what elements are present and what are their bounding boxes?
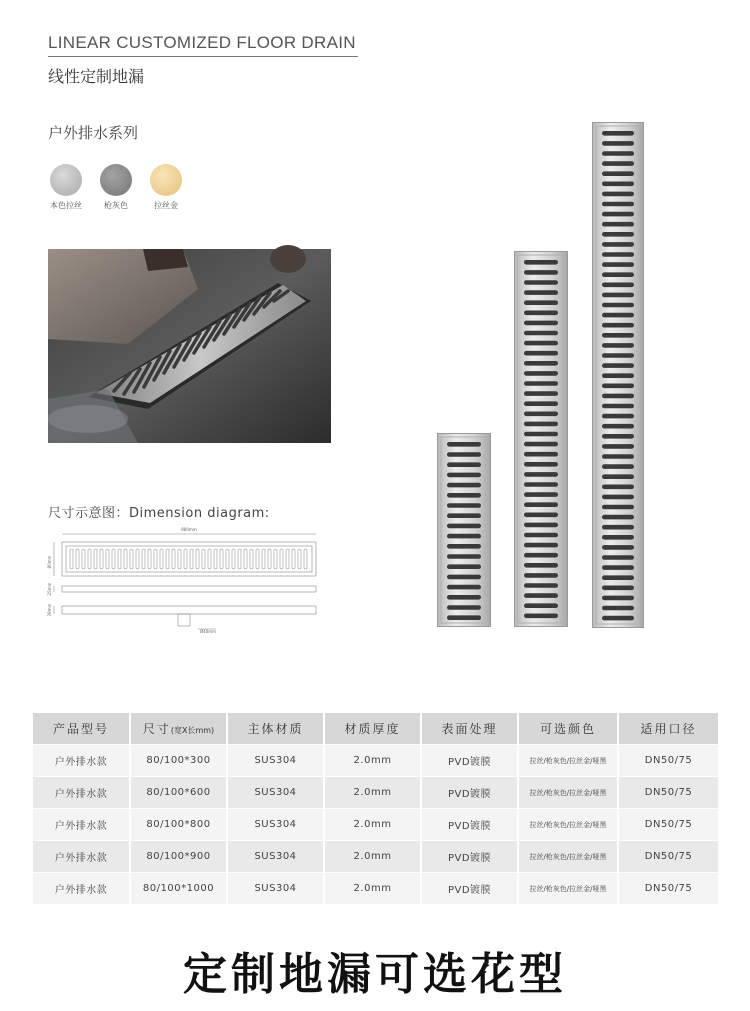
drain-slot: [524, 412, 558, 417]
diagram-slot: [226, 549, 229, 569]
drain-slot: [602, 141, 634, 146]
title-underline: [48, 56, 358, 57]
drain-slot: [602, 535, 634, 540]
drain-slot: [602, 161, 634, 166]
drain-slot: [524, 513, 558, 518]
drain-slot: [602, 485, 634, 490]
diagram-slot: [178, 549, 181, 569]
diagram-slot: [262, 549, 265, 569]
swatch-gunmetal: [100, 164, 132, 196]
cell-finish: PVD镀膜: [421, 841, 518, 873]
drain-slot: [524, 381, 558, 386]
table-row: [33, 841, 719, 873]
diagram-slot: [220, 549, 223, 569]
diagram-slot: [106, 549, 109, 569]
drain-slot: [602, 444, 634, 449]
drain-slot: [602, 283, 634, 288]
drain-medium: [514, 251, 568, 627]
diagram-slot: [208, 549, 211, 569]
dimension-diagram: [48, 522, 328, 637]
col-header-diameter: 适用口径: [618, 713, 719, 745]
cell-size: 80/100*900: [130, 841, 227, 873]
drain-slot: [602, 454, 634, 459]
table-row: [33, 873, 719, 905]
col-header-colors: 可选颜色: [518, 713, 618, 745]
drain-slot: [602, 434, 634, 439]
cell-size: 80/100*1000: [130, 873, 227, 905]
drain-slot: [602, 353, 634, 358]
diagram-slot: [184, 549, 187, 569]
diagram-slot: [274, 549, 277, 569]
drain-slot: [602, 404, 634, 409]
cell-material: SUS304: [227, 809, 324, 841]
table-row: [33, 809, 719, 841]
series-title: 户外排水系列: [48, 124, 139, 142]
drain-slot: [524, 563, 558, 568]
drain-slot: [524, 331, 558, 336]
cell-thickness: 2.0mm: [324, 873, 421, 905]
cell-diameter: DN50/75: [618, 841, 719, 873]
drain-slot: [524, 351, 558, 356]
drain-slot: [524, 442, 558, 447]
cell-model: 户外排水款: [33, 745, 130, 777]
diagram-slot: [70, 549, 73, 569]
drain-slot: [447, 585, 481, 590]
diagram-slot: [232, 549, 235, 569]
diagram-slot: [214, 549, 217, 569]
drain-slot: [602, 474, 634, 479]
drain-slot: [447, 615, 481, 620]
cell-material: SUS304: [227, 777, 324, 809]
cell-colors: 拉丝/枪灰色/拉丝金/哑黑: [518, 873, 618, 905]
drain-slot: [524, 593, 558, 598]
finish-natural[interactable]: [44, 164, 88, 211]
drain-slot: [524, 543, 558, 548]
cell-diameter: DN50/75: [618, 777, 719, 809]
diagram-slot: [142, 549, 145, 569]
drain-slot: [602, 222, 634, 227]
title-english: LINEAR CUSTOMIZED FLOOR DRAIN: [48, 33, 356, 52]
diagram-slot: [304, 549, 307, 569]
drain-slot: [524, 583, 558, 588]
swatch-brushed-gold: [150, 164, 182, 196]
drain-slot: [602, 182, 634, 187]
drain-slot: [602, 424, 634, 429]
drain-slot: [602, 505, 634, 510]
cell-colors: 拉丝/枪灰色/拉丝金/哑黑: [518, 809, 618, 841]
drain-slot: [524, 260, 558, 265]
diagram-slot: [292, 549, 295, 569]
diagram-slot: [76, 549, 79, 569]
drain-slot: [524, 341, 558, 346]
diagram-slot: [250, 549, 253, 569]
drain-slot: [602, 252, 634, 257]
table-row: [33, 777, 719, 809]
dim-depth-label: 39mm: [47, 603, 52, 617]
drain-slot: [524, 573, 558, 578]
diagram-slot: [82, 549, 85, 569]
diagram-slot: [100, 549, 103, 569]
diagram-slot: [256, 549, 259, 569]
drain-slot: [602, 272, 634, 277]
diagram-slot: [280, 549, 283, 569]
drain-slot: [447, 452, 481, 457]
drain-slot: [602, 171, 634, 176]
drain-slot: [602, 151, 634, 156]
cell-colors: 拉丝/枪灰色/拉丝金/哑黑: [518, 841, 618, 873]
drain-slot: [602, 525, 634, 530]
drain-slot: [524, 361, 558, 366]
drain-slot: [524, 432, 558, 437]
drain-slot: [602, 596, 634, 601]
cell-model: 户外排水款: [33, 873, 130, 905]
diagram-slot: [166, 549, 169, 569]
drain-slot: [602, 232, 634, 237]
drain-slot: [602, 262, 634, 267]
drain-slot: [524, 290, 558, 295]
drain-slot: [447, 493, 481, 498]
cell-diameter: DN50/75: [618, 809, 719, 841]
drain-slot: [602, 333, 634, 338]
table-row: [33, 745, 719, 777]
col-header-size: 尺寸(宽X长mm): [130, 713, 227, 745]
cell-model: 户外排水款: [33, 841, 130, 873]
drain-slot: [524, 523, 558, 528]
cell-diameter: DN50/75: [618, 873, 719, 905]
diagram-slot: [94, 549, 97, 569]
drain-slot: [602, 394, 634, 399]
drain-slot: [447, 513, 481, 518]
cell-material: SUS304: [227, 841, 324, 873]
drain-slot: [524, 371, 558, 376]
drain-slot: [447, 534, 481, 539]
drain-slot: [602, 515, 634, 520]
dimension-title: 尺寸示意图：Dimension diagram:: [48, 506, 270, 521]
drain-slot: [524, 391, 558, 396]
drain-slot: [602, 192, 634, 197]
drain-slot: [524, 482, 558, 487]
drain-slot: [524, 533, 558, 538]
cell-thickness: 2.0mm: [324, 841, 421, 873]
product-photo: [48, 249, 331, 443]
cell-diameter: DN50/75: [618, 745, 719, 777]
drain-slot: [524, 401, 558, 406]
drain-slot: [602, 131, 634, 136]
drain-slot: [602, 555, 634, 560]
drain-slot: [602, 293, 634, 298]
cell-finish: PVD镀膜: [421, 809, 518, 841]
footer-tagline: 定制地漏可选花型: [183, 949, 567, 1000]
drain-slot: [447, 473, 481, 478]
cell-material: SUS304: [227, 745, 324, 777]
drain-slot: [447, 483, 481, 488]
drain-slot: [602, 363, 634, 368]
drain-slot: [447, 544, 481, 549]
drain-slot: [602, 212, 634, 217]
diagram-slot: [238, 549, 241, 569]
spec-table: [33, 713, 720, 904]
drain-slot: [524, 502, 558, 507]
drain-slot: [602, 575, 634, 580]
drain-slot: [447, 503, 481, 508]
diagram-slot: [160, 549, 163, 569]
drain-slot: [447, 524, 481, 529]
diagram-slot: [130, 549, 133, 569]
drain-slot: [602, 606, 634, 611]
cell-model: 户外排水款: [33, 777, 130, 809]
drain-slot: [524, 321, 558, 326]
diagram-slot: [112, 549, 115, 569]
diagram-slot: [118, 549, 121, 569]
drain-slot: [524, 553, 558, 558]
dim-width-label: 80mm: [47, 555, 52, 569]
size-unit: (宽X长mm): [170, 726, 215, 735]
finish-gunmetal[interactable]: [94, 164, 138, 211]
col-header-material: 主体材质: [227, 713, 324, 745]
cell-model: 户外排水款: [33, 809, 130, 841]
cell-size: 80/100*800: [130, 809, 227, 841]
drain-slot: [524, 614, 558, 619]
title-chinese: 线性定制地漏: [48, 67, 145, 86]
drain-slot: [524, 300, 558, 305]
drain-slot: [524, 422, 558, 427]
drain-slot: [602, 586, 634, 591]
drain-slot: [447, 462, 481, 467]
col-header-model: 产品型号: [33, 713, 130, 745]
cell-finish: PVD镀膜: [421, 745, 518, 777]
drain-slot: [602, 495, 634, 500]
diagram-slot: [124, 549, 127, 569]
dim-height-label: 25mm: [47, 582, 52, 596]
cell-thickness: 2.0mm: [324, 777, 421, 809]
drain-slot: [447, 442, 481, 447]
drain-slot: [602, 414, 634, 419]
drain-slot: [447, 605, 481, 610]
diagram-slot: [196, 549, 199, 569]
drain-slot: [602, 343, 634, 348]
drain-slot: [602, 565, 634, 570]
col-header-finish: 表面处理: [421, 713, 518, 745]
drain-slot: [602, 303, 634, 308]
drain-slot: [524, 472, 558, 477]
dim-outlet-label: Ø40mm: [200, 629, 217, 634]
drain-slot: [524, 603, 558, 608]
drain-short: [437, 433, 491, 627]
drain-slot: [602, 464, 634, 469]
drain-slot: [524, 452, 558, 457]
diagram-slot: [244, 549, 247, 569]
drain-slot: [602, 242, 634, 247]
diagram-slot: [154, 549, 157, 569]
cell-thickness: 2.0mm: [324, 809, 421, 841]
drain-slot: [602, 545, 634, 550]
drain-slot: [447, 595, 481, 600]
drain-slot: [602, 323, 634, 328]
drain-long: [592, 122, 644, 628]
drain-slot: [602, 202, 634, 207]
drain-slot: [524, 311, 558, 316]
drain-slot: [524, 492, 558, 497]
cell-thickness: 2.0mm: [324, 745, 421, 777]
cell-finish: PVD镀膜: [421, 873, 518, 905]
drain-slot: [447, 554, 481, 559]
diagram-slot: [172, 549, 175, 569]
cell-colors: 拉丝/枪灰色/拉丝金/哑黑: [518, 745, 618, 777]
swatch-label: 枪灰色: [104, 201, 128, 210]
diagram-slot: [286, 549, 289, 569]
drain-slot: [602, 616, 634, 621]
drain-slot: [602, 313, 634, 318]
cell-colors: 拉丝/枪灰色/拉丝金/哑黑: [518, 777, 618, 809]
finish-gold[interactable]: [144, 164, 188, 211]
diagram-slot: [88, 549, 91, 569]
cell-material: SUS304: [227, 873, 324, 905]
drain-slot: [447, 575, 481, 580]
diagram-slot: [202, 549, 205, 569]
diagram-slot: [136, 549, 139, 569]
swatch-label: 本色拉丝: [50, 201, 82, 210]
drain-slot: [524, 270, 558, 275]
cell-finish: PVD镀膜: [421, 777, 518, 809]
cell-size: 80/100*600: [130, 777, 227, 809]
diagram-slot: [190, 549, 193, 569]
diagram-slot: [148, 549, 151, 569]
drain-slot: [524, 280, 558, 285]
drain-slot: [524, 462, 558, 467]
drain-slot: [602, 373, 634, 378]
swatch-label: 拉丝金: [154, 201, 178, 210]
drain-slot: [602, 384, 634, 389]
swatch-natural-brushed: [50, 164, 82, 196]
dim-length-label: 880mm: [181, 527, 197, 532]
diagram-slot: [298, 549, 301, 569]
col-header-thickness: 材质厚度: [324, 713, 421, 745]
drain-slot: [447, 564, 481, 569]
cell-size: 80/100*300: [130, 745, 227, 777]
diagram-slot: [268, 549, 271, 569]
finish-swatches: [44, 164, 194, 214]
table-header-row: [33, 713, 719, 745]
